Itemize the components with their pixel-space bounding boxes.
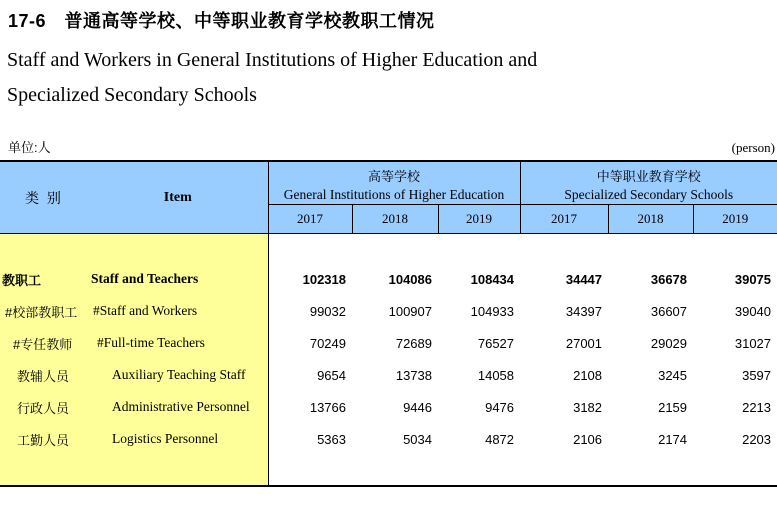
data-cell: 3597 bbox=[693, 359, 777, 391]
group-secondary-schools-zh: 中等职业教育学校 bbox=[596, 168, 701, 184]
subtitle-line-1: Staff and Workers in General Institutions of Higher Education and bbox=[7, 49, 538, 71]
row-label-cell bbox=[0, 391, 268, 423]
row-label-zh: #校部教职工 bbox=[5, 304, 78, 320]
header-group-row bbox=[0, 161, 777, 205]
data-cell: 70249 bbox=[268, 327, 352, 359]
row-label-zh: 行政人员 bbox=[17, 400, 70, 416]
units-row bbox=[0, 137, 777, 156]
row-label-zh: #专任教师 bbox=[13, 336, 73, 352]
row-label-zh: 工勤人员 bbox=[17, 432, 70, 448]
data-cell: 9476 bbox=[438, 391, 520, 423]
row-label-en: Logistics Personnel bbox=[112, 431, 219, 446]
group-higher-education-en: General Institutions of Higher Education bbox=[283, 186, 505, 202]
data-cell: 14058 bbox=[438, 359, 520, 391]
row-label-cell bbox=[0, 295, 268, 327]
data-cell: 104933 bbox=[438, 295, 520, 327]
row-label-en: #Staff and Workers bbox=[93, 303, 198, 318]
filler-row bbox=[0, 455, 777, 486]
page-subtitle bbox=[7, 43, 777, 113]
data-cell: 39075 bbox=[693, 263, 777, 295]
data-cell: 34447 bbox=[520, 263, 608, 295]
data-cell: 2213 bbox=[693, 391, 777, 423]
group-higher-education-zh: 高等学校 bbox=[368, 168, 421, 184]
data-cell: 3182 bbox=[520, 391, 608, 423]
data-cell: 36607 bbox=[608, 295, 693, 327]
data-cell: 39040 bbox=[693, 295, 777, 327]
year-header-ss-2019: 2019 bbox=[693, 205, 777, 234]
data-cell: 5034 bbox=[352, 423, 438, 455]
data-cell: 5363 bbox=[268, 423, 352, 455]
subtitle-line-2: Specialized Secondary Schools bbox=[7, 84, 257, 106]
data-cell: 13738 bbox=[352, 359, 438, 391]
year-header-ss-2017: 2017 bbox=[520, 205, 608, 234]
row-label-en: Administrative Personnel bbox=[112, 399, 250, 414]
row-label-zh: 教职工 bbox=[2, 272, 42, 288]
data-cell: 4872 bbox=[438, 423, 520, 455]
data-cell: 9446 bbox=[352, 391, 438, 423]
table-row bbox=[0, 391, 777, 423]
data-cell: 29029 bbox=[608, 327, 693, 359]
col-header-item-zh: 类 别 bbox=[25, 189, 63, 206]
row-label-cell bbox=[0, 359, 268, 391]
page-title: 17-6 普通高等学校、中等职业教育学校教职工情况 bbox=[8, 11, 435, 31]
statistics-table bbox=[0, 160, 777, 487]
col-header-item bbox=[0, 161, 268, 234]
data-cell: 76527 bbox=[438, 327, 520, 359]
group-secondary-schools-en: Specialized Secondary Schools bbox=[564, 186, 734, 202]
row-label-en: Auxiliary Teaching Staff bbox=[112, 367, 246, 382]
year-header-he-2018: 2018 bbox=[352, 205, 438, 234]
data-cell: 13766 bbox=[268, 391, 352, 423]
row-label-en: Staff and Teachers bbox=[91, 271, 199, 286]
year-header-he-2017: 2017 bbox=[268, 205, 352, 234]
data-cell: 72689 bbox=[352, 327, 438, 359]
data-cell: 102318 bbox=[268, 263, 352, 295]
data-cell: 31027 bbox=[693, 327, 777, 359]
table-row bbox=[0, 263, 777, 295]
table-row bbox=[0, 295, 777, 327]
table-row bbox=[0, 359, 777, 391]
data-cell: 27001 bbox=[520, 327, 608, 359]
data-cell: 108434 bbox=[438, 263, 520, 295]
table-row bbox=[0, 327, 777, 359]
row-label-cell bbox=[0, 423, 268, 455]
data-cell: 2174 bbox=[608, 423, 693, 455]
data-cell: 9654 bbox=[268, 359, 352, 391]
row-label-cell bbox=[0, 263, 268, 295]
data-cell: 3245 bbox=[608, 359, 693, 391]
data-cell: 2159 bbox=[608, 391, 693, 423]
data-cell: 2106 bbox=[520, 423, 608, 455]
data-cell: 99032 bbox=[268, 295, 352, 327]
unit-label-zh: 单位:人 bbox=[8, 140, 51, 155]
year-header-he-2019: 2019 bbox=[438, 205, 520, 234]
table-row bbox=[0, 423, 777, 455]
data-cell: 34397 bbox=[520, 295, 608, 327]
data-cell: 2203 bbox=[693, 423, 777, 455]
col-header-item-en: Item bbox=[163, 189, 192, 205]
unit-label-en: (person) bbox=[731, 140, 775, 155]
year-header-ss-2018: 2018 bbox=[608, 205, 693, 234]
col-group-higher-education bbox=[268, 161, 520, 205]
data-cell: 100907 bbox=[352, 295, 438, 327]
data-cell: 2108 bbox=[520, 359, 608, 391]
data-cell: 104086 bbox=[352, 263, 438, 295]
row-label-cell bbox=[0, 327, 268, 359]
data-cell: 36678 bbox=[608, 263, 693, 295]
spacer-row bbox=[0, 234, 777, 264]
row-label-zh: 教辅人员 bbox=[17, 368, 70, 384]
row-label-en: #Full-time Teachers bbox=[97, 335, 205, 350]
col-group-secondary-schools bbox=[520, 161, 777, 205]
